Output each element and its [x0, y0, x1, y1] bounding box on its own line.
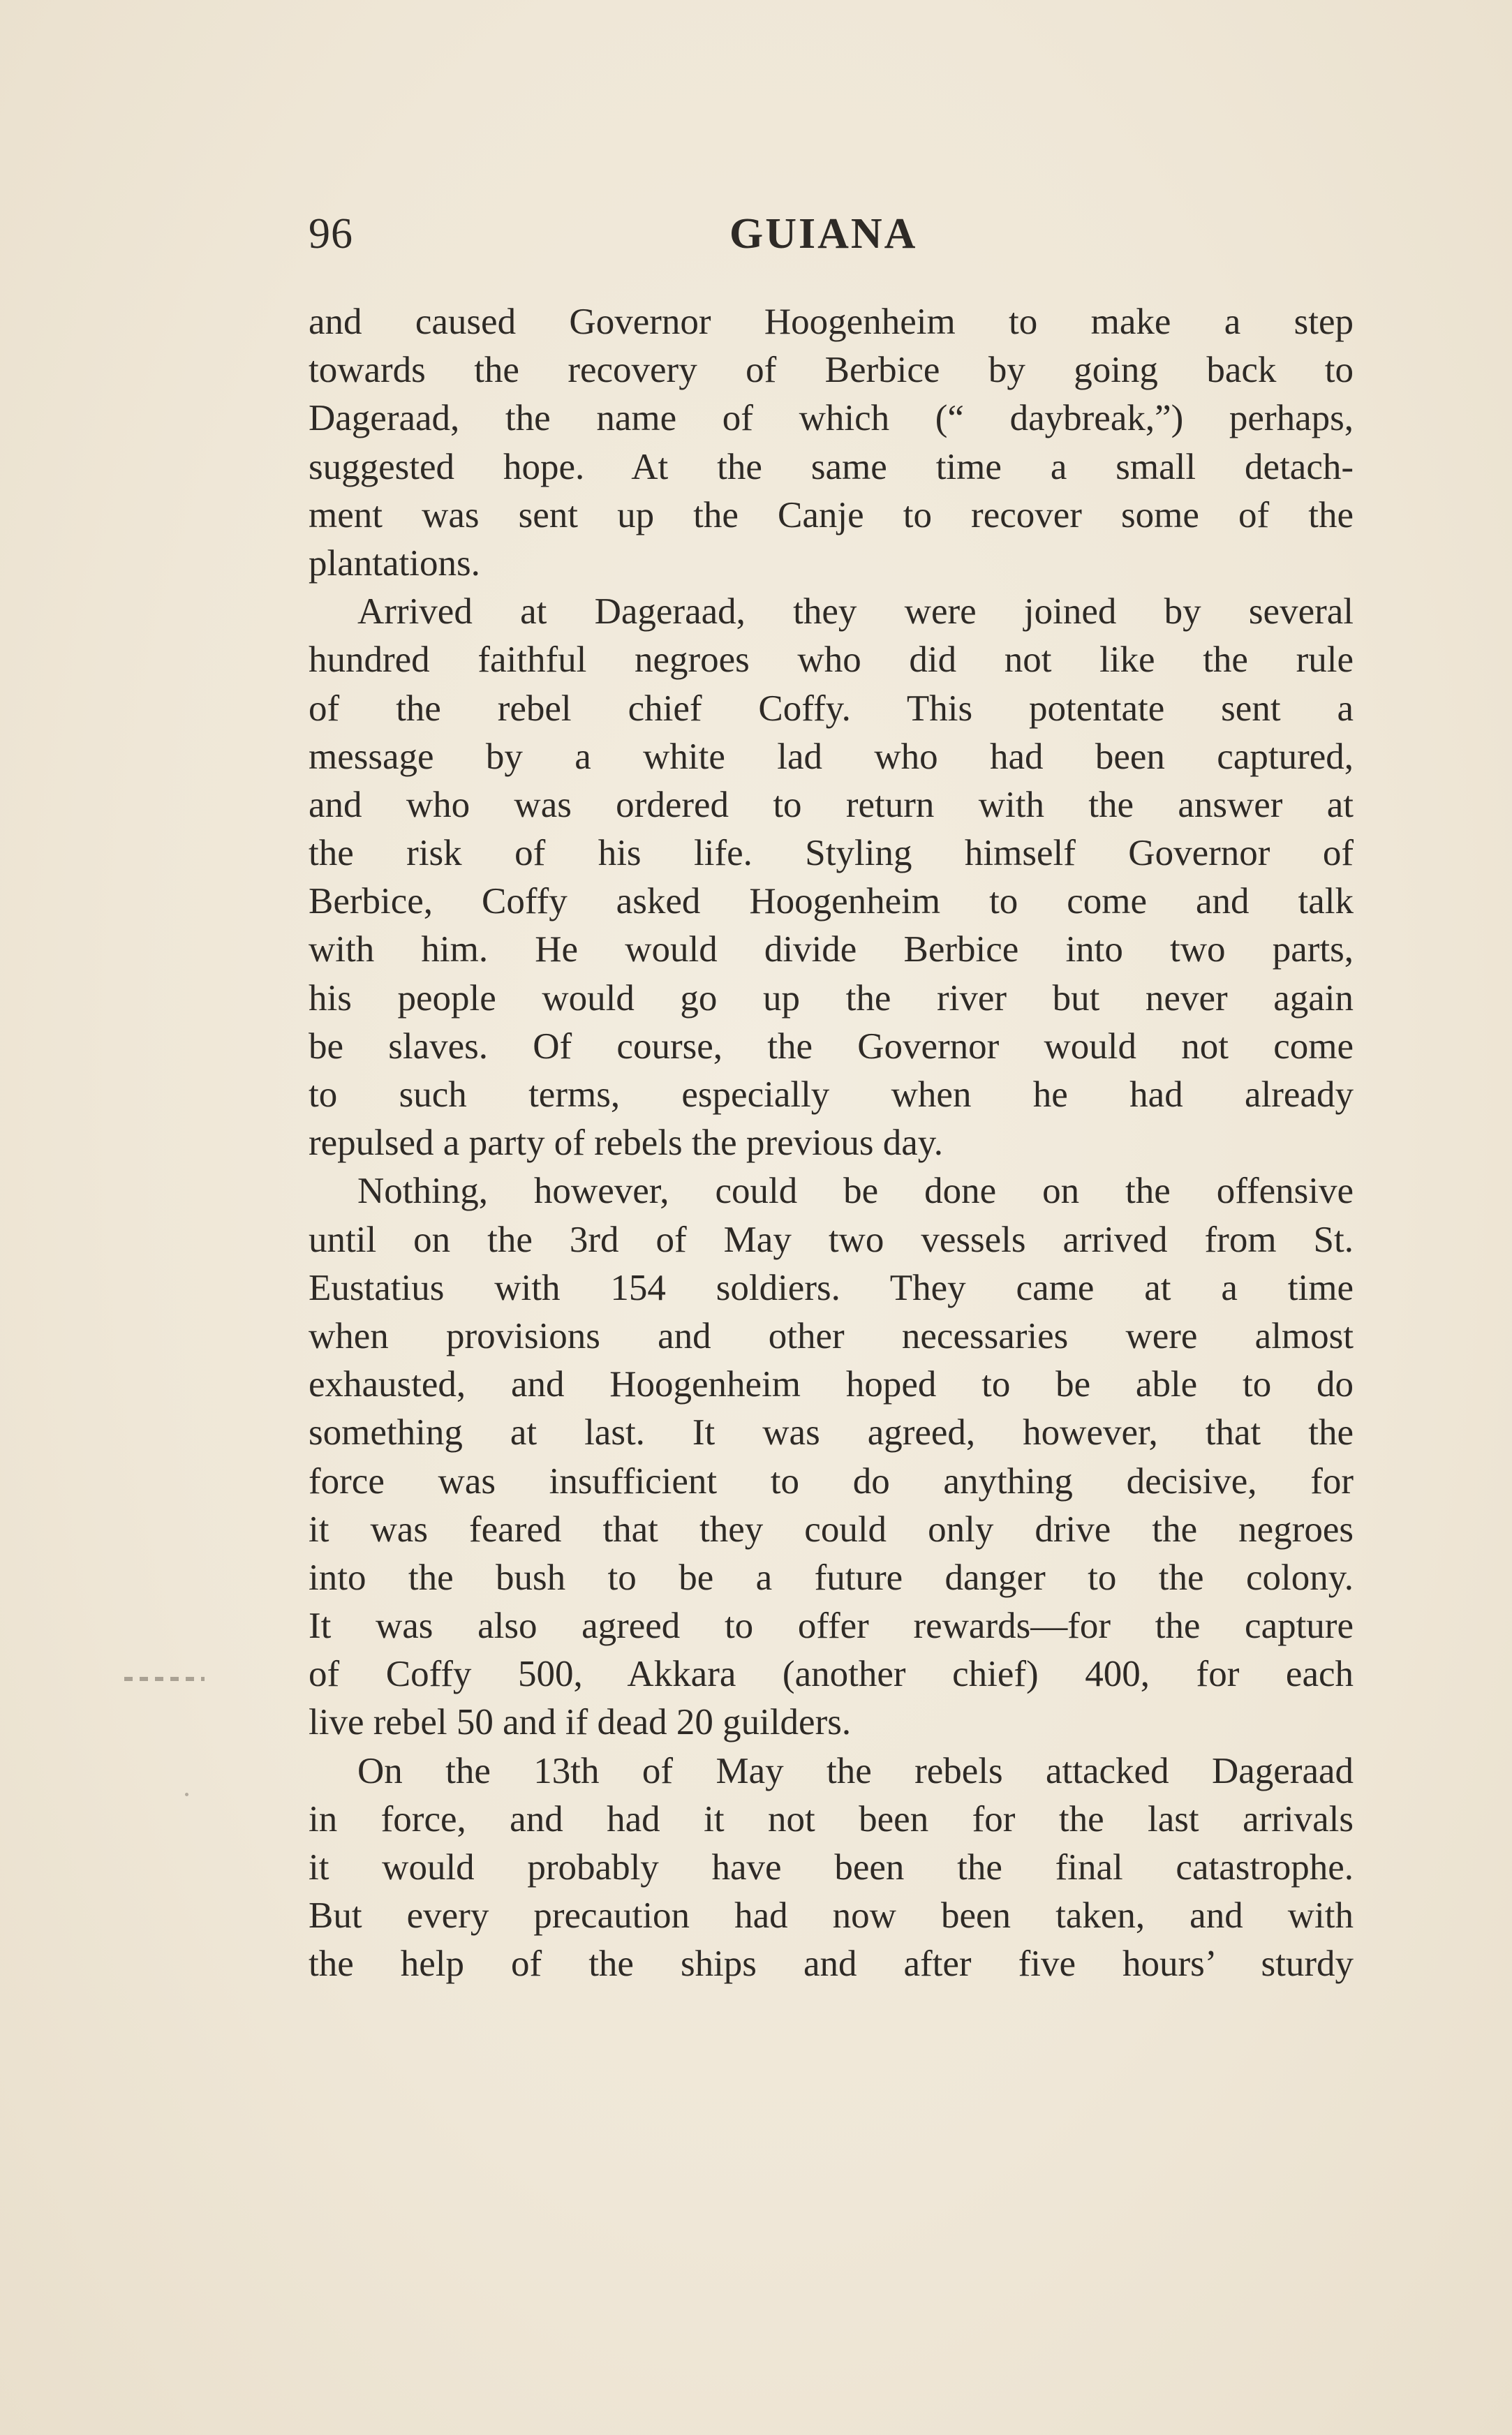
text-line: to such terms, especially when he had already — [309, 1074, 1354, 1115]
text-line: Arrived at Dageraad, they were joined by several — [357, 591, 1354, 632]
margin-speck — [185, 1793, 188, 1796]
text-line: it was feared that they could only drive the negroes — [309, 1509, 1354, 1550]
text-line: it would probably have been the final catastrophe. — [309, 1847, 1354, 1888]
text-line: and who was ordered to return with the answer at — [309, 784, 1354, 825]
text-line: be slaves. Of course, the Governor would not come — [309, 1026, 1354, 1067]
text-line: with him. He would divide Berbice into two parts, — [309, 929, 1354, 970]
text-line: Berbice, Coffy asked Hoogenheim to come and talk — [309, 881, 1354, 922]
text-line: Dageraad, the name of which (“ daybreak,”) perhaps, — [309, 398, 1354, 439]
running-title: GUIANA — [729, 210, 918, 258]
text-line: something at last. It was agreed, however, that the — [309, 1412, 1354, 1453]
text-line: Eustatius with 154 soldiers. They came at a time — [309, 1267, 1354, 1308]
text-line: repulsed a party of rebels the previous day. — [309, 1123, 944, 1164]
text-line: On the 13th of May the rebels attacked Dageraad — [357, 1750, 1354, 1791]
text-line: Nothing, however, could be done on the offensive — [357, 1171, 1354, 1212]
text-line: exhausted, and Hoogenheim hoped to be able to do — [309, 1364, 1354, 1405]
text-line: towards the recovery of Berbice by going back to — [309, 350, 1354, 391]
text-line: hundred faithful negroes who did not like the rule — [309, 639, 1354, 681]
text-line: the help of the ships and after five hours’ sturdy — [309, 1944, 1354, 1985]
text-line: suggested hope. At the same time a small detach- — [309, 446, 1354, 487]
text-line: But every precaution had now been taken, and with — [309, 1895, 1354, 1937]
page-header — [0, 202, 1512, 265]
text-line: the risk of his life. Styling himself Governor of — [309, 833, 1354, 874]
body-text — [309, 298, 1354, 1989]
text-line: It was also agreed to offer rewards—for the capture — [309, 1606, 1354, 1647]
text-line: live rebel 50 and if dead 20 guilders. — [309, 1702, 852, 1743]
text-line: until on the 3rd of May two vessels arrived from St. — [309, 1219, 1354, 1260]
text-line: in force, and had it not been for the last arrivals — [309, 1798, 1354, 1840]
text-line: and caused Governor Hoogenheim to make a step — [309, 302, 1354, 342]
text-line: when provisions and other necessaries were almost — [309, 1315, 1354, 1356]
text-line: into the bush to be a future danger to the colony. — [309, 1557, 1354, 1598]
text-line: of the rebel chief Coffy. This potentate sent a — [309, 688, 1354, 729]
margin-mark — [124, 1677, 205, 1681]
page-number: 96 — [309, 210, 353, 258]
text-line: ment was sent up the Canje to recover some of the — [309, 494, 1354, 535]
text-line: force was insufficient to do anything decisive, for — [309, 1460, 1354, 1502]
text-line: his people would go up the river but never again — [309, 977, 1354, 1019]
text-line: message by a white lad who had been captured, — [309, 736, 1354, 777]
text-line: plantations. — [309, 542, 480, 584]
text-line: of Coffy 500, Akkara (another chief) 400, for each — [309, 1654, 1354, 1695]
